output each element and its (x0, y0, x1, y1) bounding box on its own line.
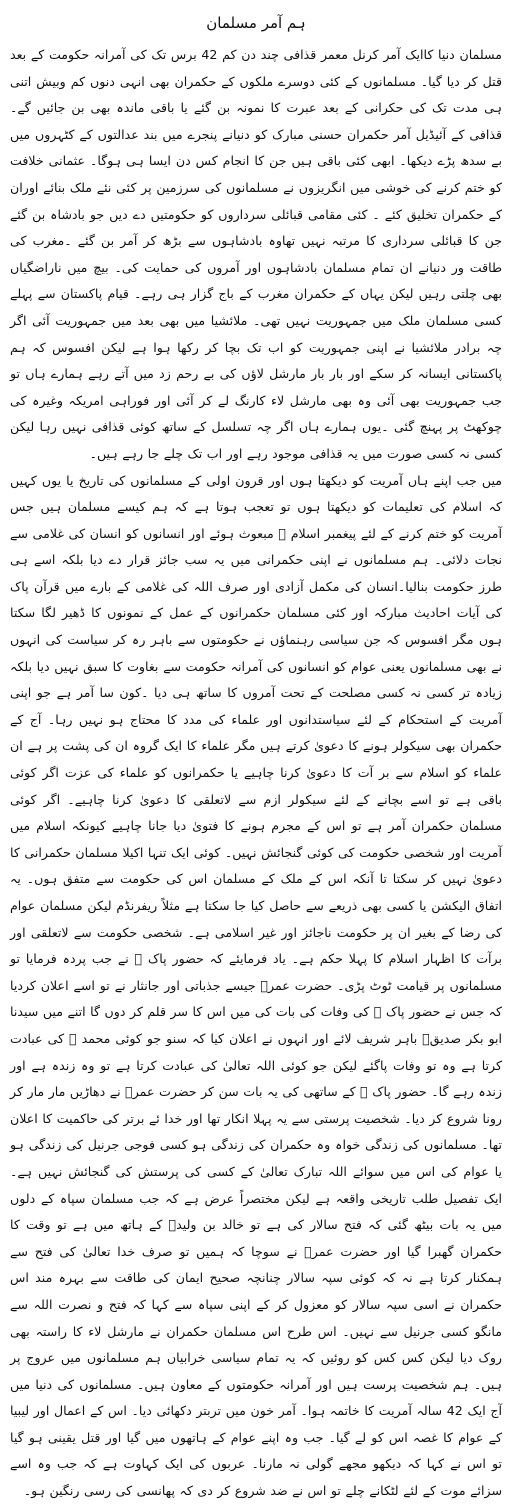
article-title: ہم آمر مسلمان (206, 14, 306, 32)
article-body (10, 42, 502, 1505)
article-paragraph: میں جب اپنے ہاں آمریت کو دیکھتا ہوں اور قرون اولی کے مسلمانوں کی تاریخ یا یوں کہیں کہ اسلام کی تعلیمات کو دیکھتا ہوں تو تعجب ہوتا ہے کہ ہم کیسے مسلمان ہیں جس آمریت کو ختم کرنے کے لئے پیغمبر اسلام ﷺ مبعوث ہوئے اور انسانوں کو انسان کی غلامی سے نجات دلائی۔ ہم مسلمانوں نے اپنی حکمرانی میں یہ سب جائز قرار دے دیا بلکہ اسے ہی طرز حکومت بنالیا۔انسان کی مکمل آزادی اور صرف اللہ کی غلامی کے بارے میں قرآن پاک کی آیات احادیث مبارکہ اور کئی مسلمان حکمرانوں کے عمل کے نمونوں کا ڈھیر لگا سکتا ہوں مگر افسوس کہ جن سیاسی رہنماؤں نے حکومتوں سے باہر رہ کر سیاست کی انہوں نے بھی مسلمانوں یعنی عوام کو انسانوں کی آمرانہ حکومت سے بغاوت کا سبق نہیں دیا بلکہ زیادہ تر کسی نہ کسی مصلحت کے تحت آمروں کا ساتھ ہی دیا ۔کون سا آمر ہے جو اپنی آمریت کے استحکام کے لئے سیاستدانوں اور علماء کی مدد کا محتاج ہو نہیں رہا۔ آج کے حکمران بھی سیکولر ہونے کا دعویٰ کرتے ہیں مگر علماء کا ایک گروہ ان کی پشت پر ہے ان علماء کو اسلام سے بر آت کا دعویٰ کرنا چاہیے یا حکمرانوں کو علماء کی عزت اگر کوئی باقی ہے تو اسے بچانے کے لئے سیکولر ازم سے لاتعلقی کا دعویٰ کرنا چاہیے۔ اگر کوئی مسلمان حکمران آمر ہے تو اس کے مجرم ہونے کا فتویٰ دیا جانا چاہیے کیونکہ اسلام میں آمریت اور شخصی حکومت کی کوئی گنجائش نہیں۔ کوئی ایک تنہا اکیلا مسلمان حکمرانی کا دعویٰ نہیں کر سکتا تا آنکہ اس کے ملک کے مسلمان اس کی حکومت سے متفق ہوں۔ یہ اتفاق الیکشن یا کسی بھی ذریعے سے حاصل کیا جا سکتا ہے مثلاً ریفرنڈم لیکن مسلمان عوام کی رضا کے بغیر ان پر حکومت ناجائز اور غیر اسلامی ہے۔ شخصی حکومت سے لاتعلقی اور برآت کا اظہار اسلام کا پہلا حکم ہے۔ یاد فرمایئے کہ حضور پاک ﷺ نے جب پردہ فرمایا تو مسلمانوں پر قیامت ٹوٹ پڑی۔ حضرت عمرؓ جیسے جذباتی اور جانثار نے تو اسے اعلان کردیا کہ جس نے حضور پاک ﷺ کی وفات کی بات کی میں اس کا سر قلم کر دوں گا اتنے میں سیدنا ابو بکر صدیقؓ باہر شریف لائے اور انہوں نے اعلان کیا کہ سنو جو کوئی محمد ﷺ کی عبادت کرتا ہے وہ تو وفات پاگئے لیکن جو کوئی اللہ تعالیٰ کی عبادت کرتا ہے تو وہ زندہ ہے اور زندہ رہے گا۔ حضور پاک ﷺ کے ساتھی کی یہ بات سن کر حضرت عمرؓ نے دھاڑیں مار مار کر رونا شروع کر دیا۔ شخصیت پرستی سے یہ پہلا انکار تھا اور خدا ئے برتر کی حاکمیت کا اعلان تھا۔ مسلمانوں کی زندگی خواہ وہ حکمران کی زندگی ہو کسی فوجی جرنیل کی زندگی ہو یا عوام کی اس میں سوائے اللہ تبارک تعالیٰ کے کسی کی پرستش کی گنجائش نہیں ہے۔ ایک تفصیل طلب تاریخی واقعہ ہے لیکن مختصراً عرض ہے کہ جب مسلمان سپاہ کے دلوں میں یہ بات بیٹھ گئی کہ فتح سالار کی ہے تو خالد بن ولیدؓ کے ہاتھ میں ہے تو وقت کا حکمران گھبرا گیا اور حضرت عمرؓ نے سوچا کہ ہمیں تو صرف خدا تعالیٰ کی فتح سے ہمکنار کرتا ہے نہ کہ کوئی سپہ سالار چنانچہ صحیح ایمان کی طاقت سے بہرہ مند اس حکمران نے اسی سپہ سالار کو معزول کر کے اپنی سپاہ سے کہا کہ فتح و نصرت اللہ سے مانگو کسی جرنیل سے نہیں۔ اس طرح اس مسلمان حکمران نے مارشل لاء کا راستہ بھی روک دیا لیکن کس کس کو روئیں کہ یہ تمام سیاسی خرابیاں ہم مسلمانوں میں عروج پر ہیں۔ ہم شخصیت پرست ہیں اور آمرانہ حکومتوں کے معاون ہیں۔ مسلمانوں کی دنیا میں آج ایک 42 سالہ آمریت کا خاتمہ ہوا۔ آمر خون میں تربتر دکھائی دیا۔ اس کے اعمال اور لیبیا کے عوام کا غصہ اس کو لے گیا۔ جب وہ اپنے عوام کے ہاتھوں میں گیا اور قتل یقینی ہو گیا تو اس نے کہا کہ دیکھو مجھے گولی نہ مارنا۔ عربوں کی ایک کہاوت ہے کہ جب وہ اسے سزائے موت کے لئے لٹکانے چلے تو اس نے ضد شروع کر دی کہ پھانسی کی رسی رنگین ہو۔ (10, 472, 502, 1499)
article-paragraph: مسلمان دنیا کاایک آمر کرنل معمر قذافی چند دن کم 42 برس تک کی آمرانہ حکومت کے بعد قتل کر دیا گیا۔ مسلمانوں کے کئی دوسرے ملکوں کے حکمران بھی انہی دنوں کم وبیش اتنی ہی مدت تک کی حکرانی کے بعد عبرت کا نمونہ بن گئے یا باقی ماندہ بھی بن جائیں گے۔ قذافی کے آئیڈیل آمر حکمران حسنی مبارک کو دنیانے پنجرے میں بند عدالتوں کے کٹہروں میں بے سدھ پڑے دیکھا۔ ابھی کئی باقی ہیں جن کا انجام کس دن ایسا ہی ہوگا۔ عثمانی خلافت کو ختم کرنے کی خوشی میں انگریزوں نے مسلمانوں کی سرزمین پر کئی نئے ملک بنائے اوران کے حکمران تخلیق کئے ۔ کئی مقامی قبائلی سرداروں کو حکومتیں دے دیں جو بادشاہ بن گئے جن کا قبائلی سرداری کا مرتبہ نہیں تھاوہ بادشاہوں سے بڑھ کر آمر بن گئے ۔مغرب کی طاقت ور دنیانے ان تمام مسلمان بادشاہوں اور آمروں کی حمایت کی۔ بیچ میں ناراضگیاں بھی چلتی رہیں لیکن یہاں کے حکمران مغرب کے باج گزار ہی رہے۔ قیام پاکستان سے پہلے کسی مسلمان ملک میں جمہوریت نہیں تھی۔ ملائشیا میں بھی بعد میں جمہوریت آئی اگر چہ برادر ملائشیا نے اپنی جمہوریت کو اب تک بچا کر رکھا ہوا ہے لیکن افسوس کہ ہم پاکستانی ایسانہ کر سکے اور بار بار مارشل لاؤں کی بے رحم زد میں آتے رہے ہمارے ہاں تو جب جمہوریت بھی آئی وہ بھی مارشل لاء کارنگ لے کر آئی اور فوراہی امریکہ وغیرہ کی چوکھٹ پر پہنچ گئی ۔یوں ہمارے ہاں اگر چہ تسلسل کے ساتھ کوئی قذافی نہیں رہا لیکن کسی نہ کسی صورت میں یہ قذافی موجود رہے اور اب تک چلے جا رہے ہیں۔ (10, 47, 502, 461)
